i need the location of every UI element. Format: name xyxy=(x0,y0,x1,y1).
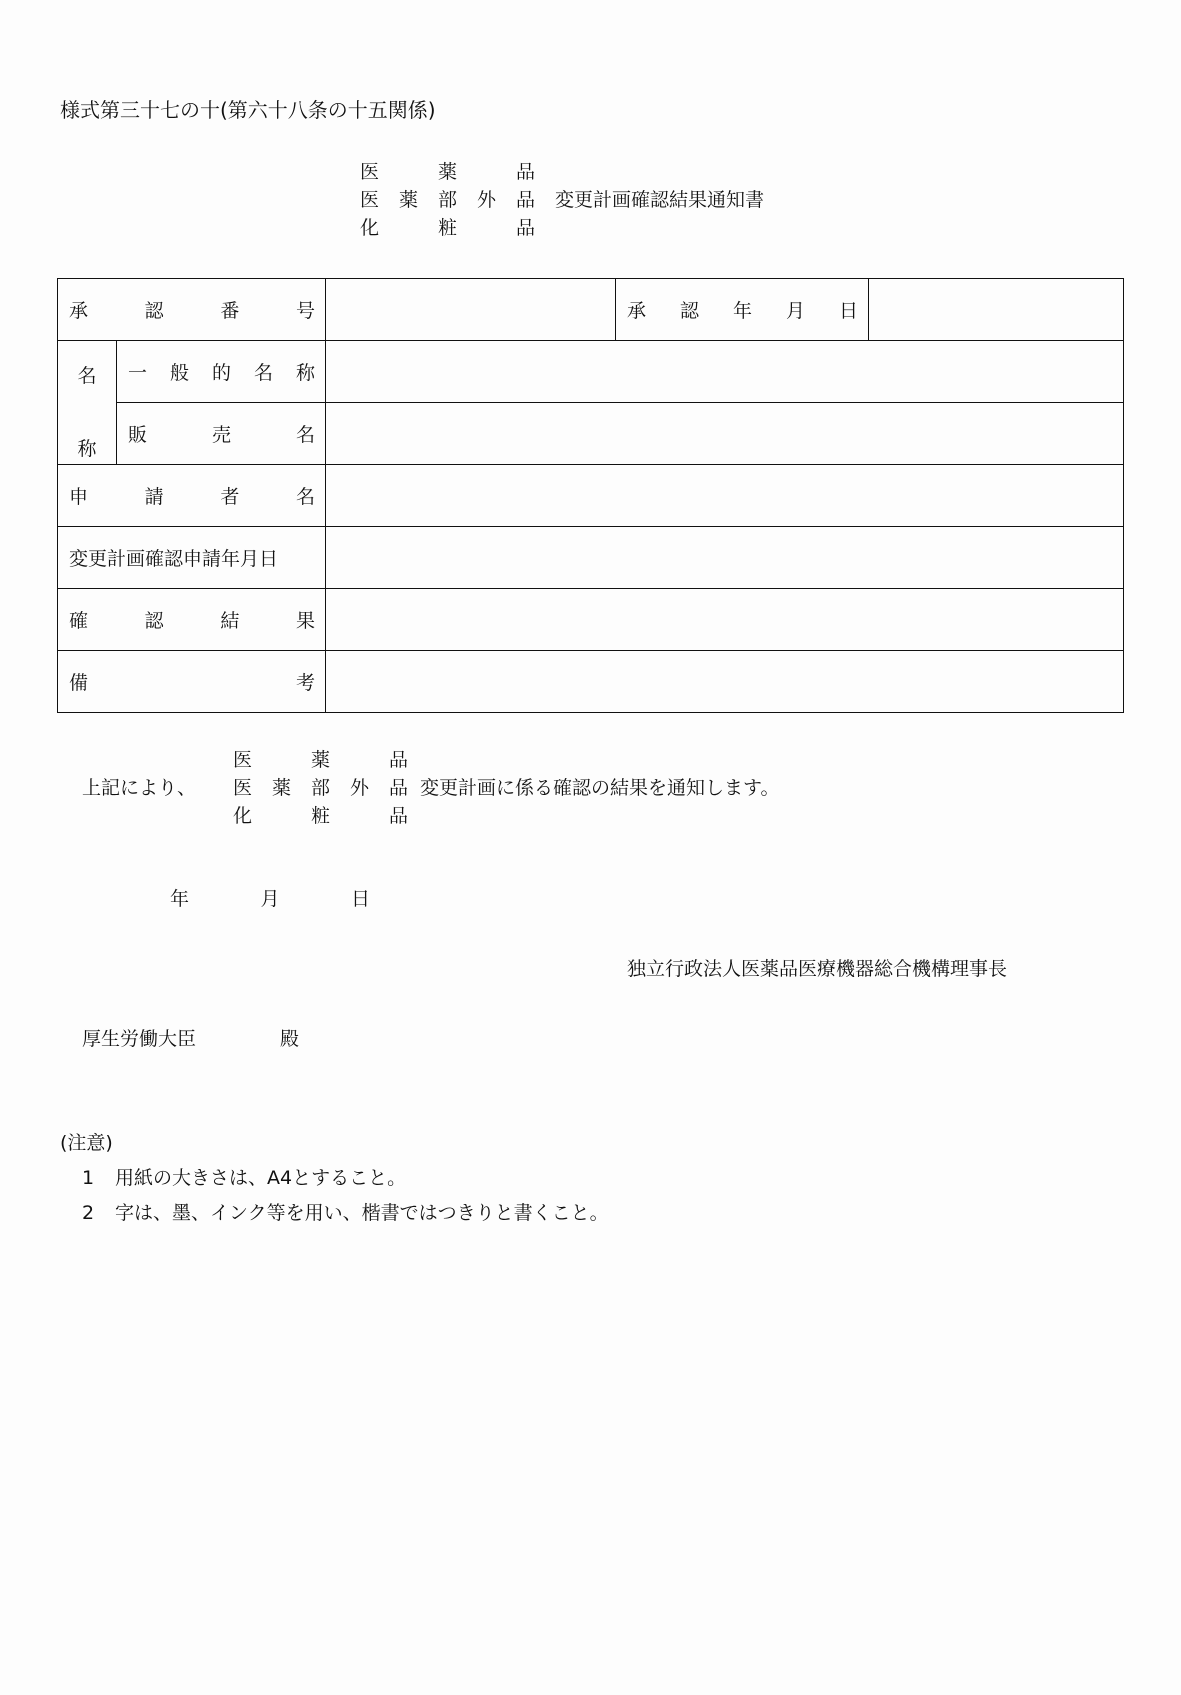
note-text: 字は、墨、インク等を用い、楷書ではつきりと書くこと。 xyxy=(115,1202,609,1224)
notice-category-pharmaceuticals: 医 薬 品 xyxy=(233,749,408,771)
result-label: 確 認 結 果 xyxy=(58,589,326,651)
table-row-approval xyxy=(58,279,1124,341)
approval-number-label: 承 認 番 号 xyxy=(58,279,326,341)
brand-name-label: 販 売 名 xyxy=(117,403,326,465)
remarks-label: 備 考 xyxy=(58,651,326,713)
name-group-label: 名 称 xyxy=(58,341,117,465)
approval-number-field[interactable] xyxy=(326,279,616,341)
note-item xyxy=(82,1198,609,1225)
title-category-stack xyxy=(360,158,535,242)
generic-name-field[interactable] xyxy=(326,341,1124,403)
document-title: 変更計画確認結果通知書 xyxy=(555,189,765,211)
form-identifier: 様式第三十七の十(第六十八条の十五関係) xyxy=(60,98,436,122)
notice-category-stack xyxy=(233,746,408,830)
issue-date-line: 年 月 日 xyxy=(170,888,370,910)
title-category-quasi-drugs: 医 薬 部 外 品 xyxy=(360,189,535,211)
applicant-label: 申 請 者 名 xyxy=(58,465,326,527)
notice-category-cosmetics: 化 粧 品 xyxy=(233,805,408,827)
addressee-name: 厚生労働大臣 xyxy=(82,1028,197,1050)
addressee-honorific: 殿 xyxy=(280,1028,300,1050)
notice-prefix: 上記により、 xyxy=(82,777,197,799)
note-item xyxy=(82,1163,406,1190)
table-row-remarks xyxy=(58,651,1124,713)
title-category-pharmaceuticals: 医 薬 品 xyxy=(360,161,535,183)
issuer-name: 独立行政法人医薬品医療機器総合機構理事長 xyxy=(627,958,1008,980)
note-number: 2 xyxy=(82,1202,95,1224)
application-date-field[interactable] xyxy=(326,527,1124,589)
generic-name-label: 一 般 的 名 称 xyxy=(117,341,326,403)
table-row-brand-name xyxy=(58,403,1124,465)
title-category-cosmetics: 化 粧 品 xyxy=(360,217,535,239)
notification-form-table xyxy=(57,278,1124,713)
note-text: 用紙の大きさは、A4とすること。 xyxy=(115,1167,407,1189)
application-date-label: 変更計画確認申請年月日 xyxy=(58,527,326,589)
note-number: 1 xyxy=(82,1167,95,1189)
table-row-application-date xyxy=(58,527,1124,589)
approval-date-field[interactable] xyxy=(869,279,1124,341)
notes-title: (注意) xyxy=(60,1132,113,1154)
brand-name-field[interactable] xyxy=(326,403,1124,465)
result-field[interactable] xyxy=(326,589,1124,651)
approval-date-label: 承 認 年 月 日 xyxy=(616,279,869,341)
table-row-generic-name xyxy=(58,341,1124,403)
notice-text: 変更計画に係る確認の結果を通知します。 xyxy=(420,777,780,799)
remarks-field[interactable] xyxy=(326,651,1124,713)
table-row-applicant xyxy=(58,465,1124,527)
table-row-result xyxy=(58,589,1124,651)
notice-category-quasi-drugs: 医 薬 部 外 品 xyxy=(233,777,408,799)
applicant-field[interactable] xyxy=(326,465,1124,527)
